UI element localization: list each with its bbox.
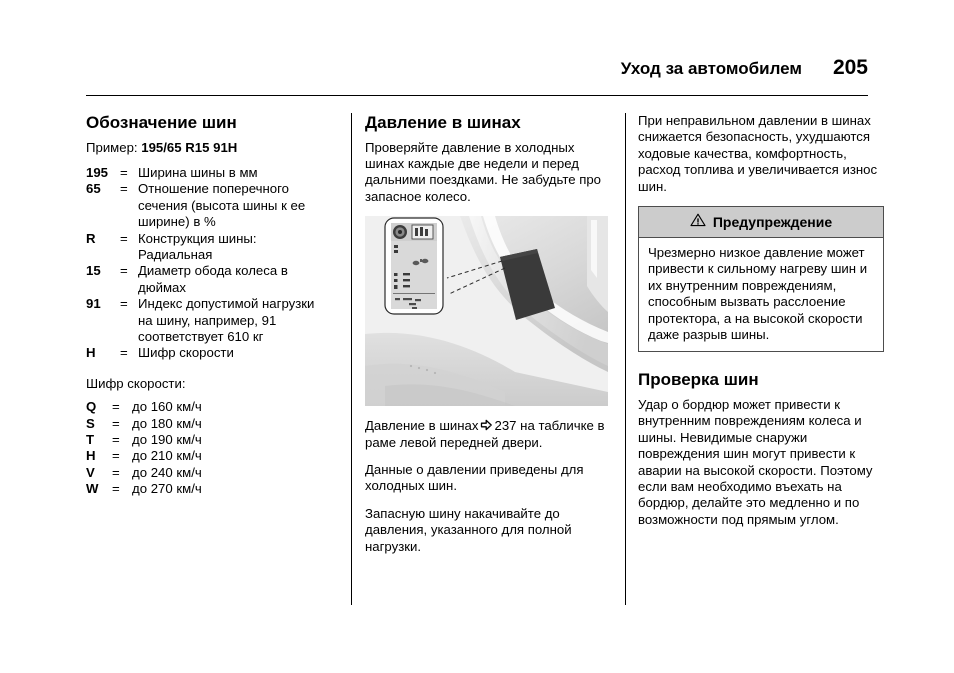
definition-description: Отношение поперечного сечения (высота шины к ее ширине) в %	[138, 181, 306, 230]
definition-description: Ширина шины в мм	[138, 164, 258, 180]
page-number: 205	[832, 56, 868, 79]
page-reference-arrow-icon	[480, 419, 493, 431]
definition-description: Шифр скорости	[138, 345, 234, 361]
warning-box-header	[639, 207, 883, 238]
definition-term: R	[86, 230, 96, 246]
speed-code-value: до 270 км/ч	[132, 481, 202, 497]
definition-term: 91	[86, 296, 101, 312]
column-tire-designation	[86, 113, 332, 606]
tire-inspection-paragraph: Удар о бордюр может привести к внутренним повреждениям колеса и шины. Невидимые снаружи повреждения шин могут привести к аварии на высокой скорости. Поэтому если вам необходимо въехать на бордюр, делайте это медленно и по возможности под прямым углом.	[638, 397, 873, 527]
definition-description: Диаметр обода колеса в дюймах	[138, 263, 288, 295]
caption-page-reference: 237	[494, 418, 517, 434]
example-label: Пример:	[86, 139, 138, 155]
equals-sign: =	[112, 415, 120, 431]
incorrect-pressure-paragraph: При неправильном давлении в шинах снижается безопасность, ухудшаются ходовые качества, комфортность, расход топлива и увеличивается износ шин.	[638, 113, 878, 194]
definition-description: Индекс допустимой нагрузки на шину, например, 91 соответствует 610 кг	[138, 296, 315, 345]
speed-code-subheading: Шифр скорости:	[86, 375, 186, 391]
column-tire-pressure	[365, 113, 611, 606]
equals-sign: =	[112, 464, 120, 480]
three-column-layout	[86, 113, 878, 606]
speed-code-row	[86, 432, 332, 448]
speed-code-row	[86, 481, 332, 497]
column-divider-2	[625, 113, 626, 605]
tire-designation-list	[86, 165, 332, 362]
equals-sign: =	[120, 164, 128, 180]
definition-term: 15	[86, 263, 101, 279]
speed-code-letter: T	[86, 432, 95, 448]
speed-code-letter: H	[86, 448, 96, 464]
speed-code-list	[86, 399, 332, 497]
definition-row	[86, 165, 332, 181]
tire-pressure-intro-paragraph: Проверяйте давление в холодных шинах каждые две недели и перед дальними поездками. Не забудьте про запасное колесо.	[365, 139, 602, 204]
section-title-tire-inspection: Проверка шин	[638, 370, 759, 390]
definition-term: 65	[86, 181, 101, 197]
equals-sign: =	[112, 399, 120, 415]
speed-code-row	[86, 448, 332, 464]
definition-row	[86, 181, 332, 230]
equals-sign: =	[120, 263, 128, 279]
speed-code-value: до 180 км/ч	[132, 415, 202, 431]
speed-code-value: до 210 км/ч	[132, 448, 202, 464]
speed-code-letter: Q	[86, 399, 97, 415]
speed-code-value: до 240 км/ч	[132, 464, 202, 480]
warning-box-title: Предупреждение	[712, 214, 833, 231]
speed-code-letter: V	[86, 464, 95, 480]
caption-text-after: на табличке в раме левой передней двери.	[365, 418, 605, 450]
speed-code-row	[86, 399, 332, 415]
equals-sign: =	[120, 230, 128, 246]
section-title-tire-pressure: Давление в шинах	[365, 113, 521, 132]
equals-sign: =	[112, 432, 120, 448]
figure-caption	[365, 418, 611, 451]
header-divider-rule	[86, 95, 868, 96]
equals-sign: =	[120, 296, 128, 312]
page-header	[86, 56, 868, 80]
definition-row	[86, 231, 332, 264]
equals-sign: =	[112, 448, 120, 464]
tire-example-line	[86, 140, 332, 156]
example-value: 195/65 R15 91H	[141, 139, 238, 155]
page-title: Уход за автомобилем	[620, 59, 802, 78]
spare-tire-paragraph: Запасную шину накачивайте до давления, указанного для полной нагрузки.	[365, 505, 572, 554]
definition-row	[86, 263, 332, 296]
equals-sign: =	[120, 345, 128, 361]
definition-term: H	[86, 345, 96, 361]
definition-row	[86, 296, 332, 345]
column-divider-1	[351, 113, 352, 605]
warning-box	[638, 206, 884, 352]
speed-code-row	[86, 465, 332, 481]
cold-tires-paragraph: Данные о давлении приведены для холодных шин.	[365, 461, 584, 494]
section-title-tire-designation: Обозначение шин	[86, 113, 237, 132]
definition-row	[86, 345, 332, 361]
warning-box-body	[639, 238, 883, 351]
speed-code-row	[86, 416, 332, 432]
speed-code-value: до 160 км/ч	[132, 399, 202, 415]
speed-code-letter: S	[86, 415, 95, 431]
speed-code-letter: W	[86, 481, 99, 497]
column-warning-and-inspection	[638, 113, 884, 606]
caption-text-before: Давление в шинах	[365, 418, 479, 434]
equals-sign: =	[120, 181, 128, 197]
warning-triangle-icon	[690, 213, 706, 232]
equals-sign: =	[112, 481, 120, 497]
warning-box-text: Чрезмерно низкое давление может привести к сильному нагреву шин и их внутренним повреждениям, способным вызвать расслоение протектора, а на высокой скорости даже разрыв шины.	[648, 245, 868, 343]
definition-term: 195	[86, 164, 109, 180]
definition-description: Конструкция шины: Радиальная	[138, 230, 257, 262]
door-frame-tire-pressure-label-illustration	[365, 216, 608, 406]
speed-code-value: до 190 км/ч	[132, 432, 202, 448]
